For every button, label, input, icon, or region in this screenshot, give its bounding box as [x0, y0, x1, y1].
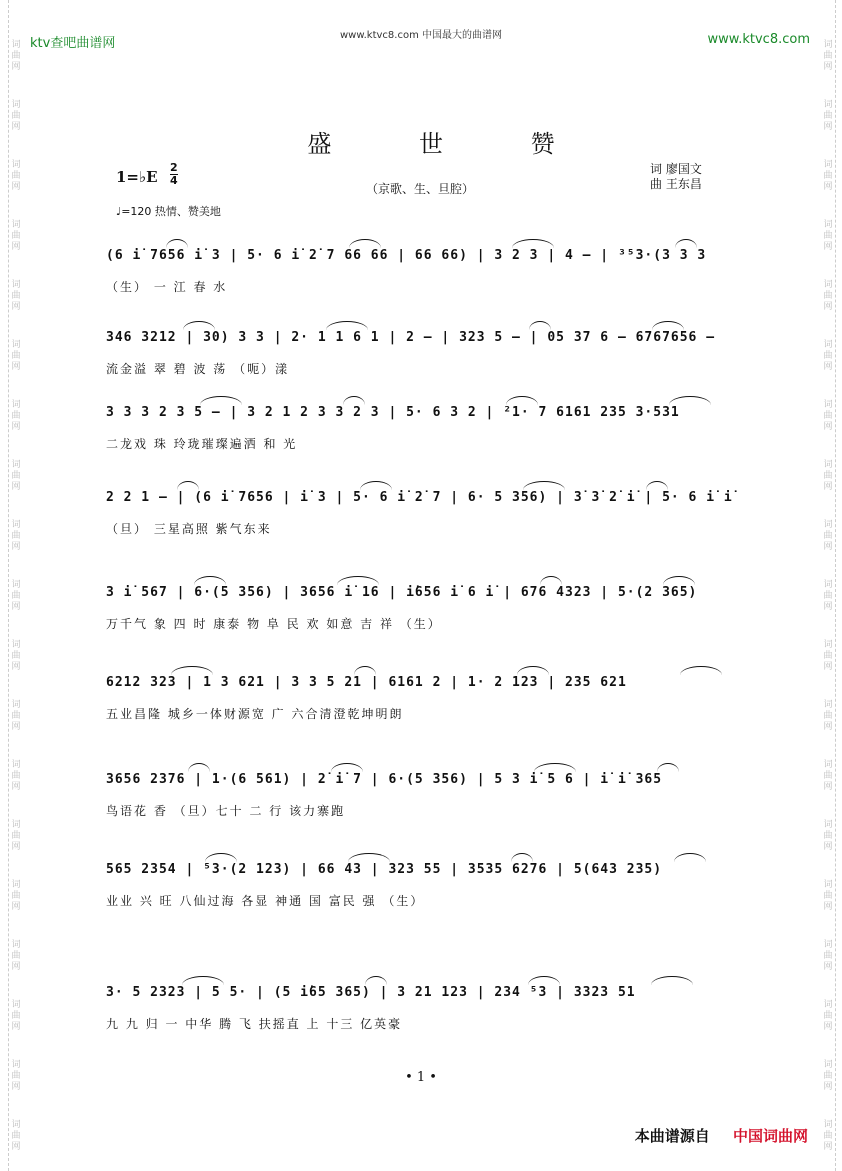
- watermark-glyph: 网: [11, 902, 21, 912]
- score-line: [106, 985, 738, 1032]
- slur-mark: [652, 321, 684, 330]
- watermark-glyph: 曲: [11, 291, 21, 301]
- watermark-glyph: 网: [823, 302, 833, 312]
- watermark-glyph: 词: [11, 220, 21, 230]
- watermark-glyph: 网: [11, 422, 21, 432]
- watermark-glyph: 曲: [11, 651, 21, 661]
- slur-mark: [331, 763, 363, 772]
- score-lyrics: 业业 兴 旺 八仙过海 各显 神通 国 富民 强 （生）: [106, 894, 425, 908]
- watermark-glyph: 网: [823, 62, 833, 72]
- watermark-glyph: 曲: [823, 1071, 833, 1081]
- score-lyrics: 二龙戏 珠 玲珑璀璨遍洒 和 光: [106, 437, 298, 451]
- score-lyrics: 流金溢 翠 碧 波 荡 （呃）漾: [106, 362, 290, 376]
- watermark-glyph: 网: [823, 782, 833, 792]
- watermark-glyph: 词: [11, 340, 21, 350]
- watermark-glyph: 曲: [823, 411, 833, 421]
- key-signature: 1=♭E: [116, 168, 158, 186]
- watermark-glyph: 词: [11, 760, 21, 770]
- watermark-glyph: 曲: [823, 351, 833, 361]
- watermark-glyph: 网: [11, 662, 21, 672]
- watermark-glyph: 曲: [823, 831, 833, 841]
- watermark-glyph: 词: [11, 820, 21, 830]
- watermark-glyph: 网: [823, 182, 833, 192]
- time-signature: [170, 162, 178, 187]
- score-line: [106, 405, 738, 452]
- watermark-glyph: 词: [823, 640, 833, 650]
- slur-mark: [669, 396, 711, 405]
- watermark-glyph: 曲: [11, 711, 21, 721]
- watermark-glyph: 曲: [11, 591, 21, 601]
- watermark-glyph: 网: [823, 722, 833, 732]
- watermark-glyph: 词: [823, 940, 833, 950]
- watermark-glyph: 网: [823, 1022, 833, 1032]
- score-notes: 6212 323 | 1 3 621 | 3 3 5 21 | 6161 2 | 1· 2 123 | 235 621: [106, 675, 627, 690]
- watermark-glyph: 词: [11, 1000, 21, 1010]
- tempo-marking: ♩=120 热情、赞美地: [116, 205, 221, 218]
- watermark-glyph: 网: [823, 542, 833, 552]
- watermark-glyph: 曲: [823, 471, 833, 481]
- watermark-glyph: 网: [11, 1142, 21, 1152]
- watermark-glyph: 曲: [11, 1131, 21, 1141]
- composer: 曲 王东昌: [650, 177, 702, 191]
- watermark-glyph: 曲: [823, 231, 833, 241]
- slur-mark: [674, 853, 706, 862]
- slur-mark: [337, 576, 379, 585]
- slur-mark: [540, 576, 562, 585]
- watermark-glyph: 网: [823, 662, 833, 672]
- watermark-glyph: 网: [823, 242, 833, 252]
- watermark-glyph: 网: [823, 602, 833, 612]
- watermark-glyph: 词: [11, 700, 21, 710]
- watermark-glyph: 词: [823, 760, 833, 770]
- watermark-glyph: 网: [11, 362, 21, 372]
- watermark-glyph: 词: [11, 940, 21, 950]
- watermark-glyph: 曲: [11, 471, 21, 481]
- score-lyrics: 五业昌隆 城乡一体财源宽 广 六合清澄乾坤明朗: [106, 707, 404, 721]
- slur-mark: [365, 976, 387, 985]
- watermark-glyph: 曲: [823, 1011, 833, 1021]
- slur-mark: [523, 481, 565, 490]
- score-notes: 3656 2376 | 1·(6 561) | 2̇ i̇ 7 | 6·(5 356) | 5 3 i̇ 5 6 | i̇ i̇ 365: [106, 772, 663, 787]
- watermark-glyph: 词: [823, 280, 833, 290]
- credits: [650, 162, 702, 192]
- slur-mark: [171, 666, 213, 675]
- watermark-glyph: 曲: [823, 1131, 833, 1141]
- slur-mark: [354, 666, 376, 675]
- watermark-glyph: 词: [11, 580, 21, 590]
- watermark-glyph: 曲: [823, 771, 833, 781]
- score-lyrics: 万千气 象 四 时 康泰 物 阜 民 欢 如意 吉 祥 （生）: [106, 617, 442, 631]
- watermark-glyph: 词: [11, 520, 21, 530]
- score-line: [106, 585, 738, 632]
- watermark-glyph: 曲: [823, 951, 833, 961]
- watermark-glyph: 曲: [823, 111, 833, 121]
- watermark-glyph: 曲: [823, 291, 833, 301]
- footer-source-label: 本曲谱源自: [634, 1127, 710, 1145]
- watermark-glyph: 曲: [11, 1071, 21, 1081]
- watermark-glyph: 曲: [823, 51, 833, 61]
- watermark-glyph: 曲: [11, 351, 21, 361]
- watermark-glyph: 词: [823, 100, 833, 110]
- watermark-glyph: 网: [11, 122, 21, 132]
- watermark-glyph: 网: [823, 422, 833, 432]
- watermark-glyph: 词: [823, 1060, 833, 1070]
- score-line: [106, 330, 738, 377]
- watermark-glyph: 网: [11, 722, 21, 732]
- watermark-glyph: 曲: [11, 1011, 21, 1021]
- header-site-left[interactable]: ktv查吧曲谱网: [30, 36, 116, 51]
- slur-mark: [512, 239, 554, 248]
- watermark-glyph: 词: [11, 1120, 21, 1130]
- watermark-glyph: 词: [823, 580, 833, 590]
- watermark-glyph: 词: [823, 1120, 833, 1130]
- watermark-glyph: 词: [823, 340, 833, 350]
- watermark-glyph: 网: [11, 182, 21, 192]
- watermark-glyph: 词: [823, 40, 833, 50]
- score-notes: 3· 5 2323 | 5 5· | (5 i̇65 365) | 3 21 123 | 234 ⁵3 | 3323 51: [106, 985, 636, 1000]
- right-watermark-strip: [821, 0, 836, 1171]
- watermark-glyph: 网: [11, 1082, 21, 1092]
- watermark-glyph: 网: [823, 1142, 833, 1152]
- score-notes: 565 2354 | ⁵3·(2 123) | 66 43 | 323 55 | 3535 6276 | 5(643 235): [106, 862, 663, 877]
- watermark-glyph: 网: [11, 1022, 21, 1032]
- score-line: [106, 490, 738, 537]
- watermark-glyph: 曲: [11, 231, 21, 241]
- score-lyrics: （生） 一 江 春 水: [106, 280, 228, 294]
- score-lyrics: 九 九 归 一 中华 腾 飞 扶摇直 上 十三 亿英豪: [106, 1017, 403, 1031]
- watermark-glyph: 网: [11, 782, 21, 792]
- watermark-glyph: 网: [823, 482, 833, 492]
- watermark-glyph: 网: [11, 482, 21, 492]
- watermark-glyph: 曲: [11, 531, 21, 541]
- watermark-glyph: 网: [11, 242, 21, 252]
- slur-mark: [200, 396, 242, 405]
- lyricist: 词 廖国文: [650, 162, 702, 176]
- score-line: [106, 675, 738, 722]
- watermark-glyph: 网: [11, 602, 21, 612]
- slur-mark: [188, 763, 210, 772]
- watermark-glyph: 网: [823, 902, 833, 912]
- watermark-glyph: 词: [11, 640, 21, 650]
- score-lyrics: （旦） 三星高照 紫气东来: [106, 522, 272, 536]
- meter-top: 2: [170, 161, 178, 174]
- score-line: [106, 862, 738, 909]
- slur-mark: [326, 321, 368, 330]
- slur-mark: [528, 976, 560, 985]
- watermark-glyph: 曲: [11, 171, 21, 181]
- watermark-glyph: 词: [823, 700, 833, 710]
- left-watermark-strip: [8, 0, 23, 1171]
- watermark-glyph: 词: [11, 400, 21, 410]
- slur-mark: [166, 239, 188, 248]
- watermark-glyph: 词: [823, 460, 833, 470]
- slur-mark: [680, 666, 722, 675]
- watermark-glyph: 曲: [11, 891, 21, 901]
- watermark-glyph: 词: [11, 1060, 21, 1070]
- watermark-glyph: 曲: [11, 951, 21, 961]
- score-notes: (6 i̇ 7656 i̇ 3 | 5· 6 i̇ 2̇ 7 66 66 | 66 66) | 3 2 3 | 4 – | ³⁵3·(3 3 3: [106, 248, 707, 263]
- watermark-glyph: 网: [823, 842, 833, 852]
- score-notes: 3 i̇ 567 | 6·(5 356) | 3656 i̇ 16 | i̇656 i̇ 6 i̇ | 676 4323 | 5·(2 365): [106, 585, 698, 600]
- score-notes: 2 2 1 – | (6 i̇ 7656 | i̇ 3 | 5· 6 i̇ 2̇ 7 | 6· 5 356) | 3̇ 3̇ 2̇ i̇ | 5· 6 i̇ i̇: [106, 490, 733, 505]
- header-site-center[interactable]: www.ktvc8.com 中国最大的曲谱网: [339, 30, 502, 41]
- watermark-glyph: 曲: [11, 831, 21, 841]
- watermark-glyph: 网: [11, 842, 21, 852]
- watermark-glyph: 曲: [823, 171, 833, 181]
- watermark-glyph: 网: [11, 542, 21, 552]
- slur-mark: [529, 321, 551, 330]
- watermark-glyph: 曲: [11, 111, 21, 121]
- slur-mark: [183, 321, 215, 330]
- watermark-glyph: 网: [11, 62, 21, 72]
- song-subtitle: （京歌、生、旦腔）: [366, 182, 475, 196]
- watermark-glyph: 词: [11, 280, 21, 290]
- watermark-glyph: 词: [823, 520, 833, 530]
- watermark-glyph: 网: [11, 962, 21, 972]
- slur-mark: [348, 853, 390, 862]
- slur-mark: [205, 853, 237, 862]
- watermark-glyph: 网: [823, 962, 833, 972]
- watermark-glyph: 词: [11, 460, 21, 470]
- watermark-glyph: 词: [823, 400, 833, 410]
- slur-mark: [663, 576, 695, 585]
- footer-source: [635, 1125, 808, 1146]
- slur-mark: [517, 666, 549, 675]
- page-number: • 1 •: [405, 1070, 437, 1085]
- slur-mark: [657, 763, 679, 772]
- watermark-glyph: 词: [11, 40, 21, 50]
- watermark-glyph: 网: [11, 302, 21, 312]
- slur-mark: [343, 396, 365, 405]
- slur-mark: [360, 481, 392, 490]
- watermark-glyph: 词: [823, 880, 833, 890]
- footer-site-link[interactable]: 中国词曲网: [732, 1127, 808, 1145]
- song-title: 盛 世 赞: [307, 130, 595, 158]
- watermark-glyph: 词: [823, 220, 833, 230]
- slur-mark: [194, 576, 226, 585]
- slur-mark: [511, 853, 533, 862]
- score-line: [106, 772, 738, 819]
- slur-mark: [534, 763, 576, 772]
- meter-bottom: 4: [170, 174, 178, 187]
- score-lyrics: 鸟语花 香 （旦）七十 二 行 该力寨跑: [106, 804, 346, 818]
- watermark-glyph: 词: [11, 100, 21, 110]
- watermark-glyph: 词: [823, 160, 833, 170]
- score-notes: 346 3212 | 30) 3 3 | 2· 1 1 6 1 | 2 – | 323 5 – | 05 37 6 – 6767656 –: [106, 330, 716, 345]
- watermark-glyph: 曲: [11, 771, 21, 781]
- watermark-glyph: 词: [823, 1000, 833, 1010]
- watermark-glyph: 曲: [823, 591, 833, 601]
- slur-mark: [349, 239, 381, 248]
- score-line: [106, 248, 738, 295]
- slur-mark: [182, 976, 224, 985]
- watermark-glyph: 曲: [823, 711, 833, 721]
- score-notes: 3 3 3 2 3 5 – | 3 2 1 2 3 3 2 3 | 5· 6 3 2 | ²1· 7 6161 235 3·531: [106, 405, 680, 420]
- slur-mark: [177, 481, 199, 490]
- slur-mark: [506, 396, 538, 405]
- slur-mark: [651, 976, 693, 985]
- watermark-glyph: 网: [823, 122, 833, 132]
- watermark-glyph: 曲: [823, 891, 833, 901]
- watermark-glyph: 曲: [823, 531, 833, 541]
- watermark-glyph: 词: [11, 880, 21, 890]
- slur-mark: [646, 481, 668, 490]
- watermark-glyph: 网: [823, 1082, 833, 1092]
- slur-mark: [675, 239, 697, 248]
- watermark-glyph: 曲: [823, 651, 833, 661]
- watermark-glyph: 曲: [11, 411, 21, 421]
- header-site-right[interactable]: www.ktvc8.com: [707, 32, 810, 47]
- watermark-glyph: 词: [823, 820, 833, 830]
- watermark-glyph: 网: [823, 362, 833, 372]
- watermark-glyph: 词: [11, 160, 21, 170]
- watermark-glyph: 曲: [11, 51, 21, 61]
